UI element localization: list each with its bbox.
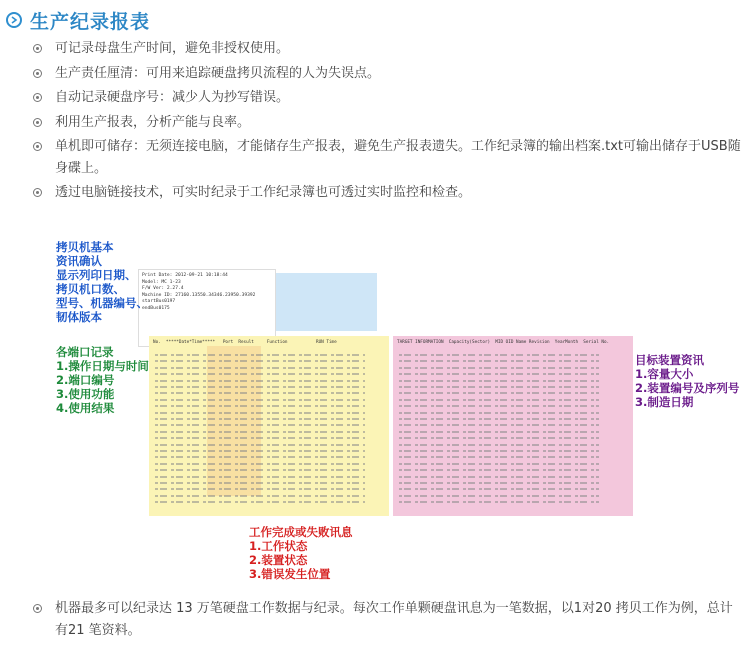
print-line: startBus0197 [142, 299, 176, 304]
log-row-texture [155, 380, 365, 382]
log-row-texture [399, 380, 599, 382]
bullet-icon [33, 142, 42, 151]
bullet-icon [33, 188, 42, 197]
port-record-note: 各端口记录 1.操作日期与时间 2.端口编号 3.使用功能 4.使用结果 [56, 345, 149, 415]
list-item-text: 可记录母盘生产时间，避免非授权使用。 [55, 41, 290, 56]
list-item [30, 182, 745, 204]
log-row-texture [155, 488, 365, 490]
log-row-texture [155, 437, 365, 439]
log-row-texture [399, 431, 599, 433]
log-row-texture [399, 373, 599, 375]
log-row-texture [399, 456, 599, 458]
bullet-icon [33, 69, 42, 78]
log-row-texture [399, 367, 599, 369]
log-row-texture [399, 450, 599, 452]
log-row-texture [399, 418, 599, 420]
log-row-texture [155, 444, 365, 446]
bullet-icon [33, 604, 42, 613]
log-row-texture [399, 360, 599, 362]
table-header-right: TARGET INFORMATION Capacity(Sector) MID OID Name Revision YearMonth Serial No. [397, 340, 610, 345]
print-line: F/W Ver: 2.27.4 [142, 286, 184, 291]
list-item [30, 87, 745, 109]
list-item-text: 生产责任厘清：可用来追踪硬盘拷贝流程的人为失误点。 [55, 65, 381, 81]
log-row-texture [155, 469, 365, 471]
log-row-texture [399, 463, 599, 465]
log-row-texture [399, 476, 599, 478]
job-status-note: 工作完成或失败讯息 1.工作状态 2.装置状态 3.错误发生位置 [249, 525, 353, 581]
list-item-text: 自动记录硬盘序号：减少人为抄写错误。 [55, 90, 290, 105]
section-header [6, 6, 150, 34]
log-row-texture [155, 501, 365, 503]
print-line: Print Date: 2012-09-21 10:18:44 [142, 273, 228, 278]
log-row-texture [155, 386, 365, 388]
list-item [30, 112, 745, 134]
log-row-texture [155, 482, 365, 484]
log-row-texture [399, 386, 599, 388]
log-row-texture [155, 360, 365, 362]
list-item [30, 598, 745, 641]
print-line: Machine ID: 27160.13550.34346.23950.39392 [142, 292, 256, 298]
log-row-texture [155, 476, 365, 478]
log-row-texture [399, 405, 599, 407]
print-line: endBus0175 [142, 305, 170, 311]
log-row-texture [155, 450, 365, 452]
page-title: 生产纪录报表 [30, 10, 151, 33]
log-row-texture [155, 399, 365, 401]
log-row-texture [155, 367, 365, 369]
bullet-icon [33, 93, 42, 102]
log-row-texture [399, 354, 599, 356]
bullet-icon [33, 44, 42, 53]
log-row-texture [155, 354, 365, 356]
feature-list [30, 38, 745, 207]
log-row-texture [399, 412, 599, 414]
log-row-texture [155, 431, 365, 433]
list-item-text: 利用生产报表，分析产能与良率。 [55, 114, 251, 130]
log-row-texture [155, 373, 365, 375]
log-row-texture [399, 501, 599, 503]
log-row-texture [399, 469, 599, 471]
target-device-note: 目标装置资讯 1.容量大小 2.装置编号及序列号 3.制造日期 [635, 353, 740, 409]
log-row-texture [399, 495, 599, 497]
log-row-texture [155, 418, 365, 420]
log-row-texture [155, 456, 365, 458]
print-line: Model: MC 1-23 [142, 279, 181, 285]
list-item-text: 单机即可储存：无须连接电脑，才能储存生产报表，避免生产报表遗失。工作纪录簿的输出档案.txt可输出储存于USB随身碟上。 [55, 139, 741, 176]
log-row-texture [399, 437, 599, 439]
log-row-texture [399, 444, 599, 446]
bullet-icon [33, 118, 42, 127]
list-item [30, 136, 745, 179]
log-row-texture [155, 405, 365, 407]
list-item [30, 63, 745, 85]
log-table [149, 336, 633, 516]
footer-list [30, 598, 745, 641]
log-row-texture [399, 482, 599, 484]
list-item-text: 透过电脑链接技术，可实时纪录于工作纪录簿也可透过实时监控和检查。 [55, 185, 472, 200]
log-row-texture [155, 463, 365, 465]
machine-info-note: 拷贝机基本 资讯确认 显示列印日期、 拷贝机口数、 型号、机器编号、 韧体版本 [56, 240, 148, 324]
log-row-texture [399, 424, 599, 426]
chevron-right-icon [6, 12, 22, 28]
log-row-texture [155, 412, 365, 414]
log-row-texture [155, 392, 365, 394]
list-item [30, 38, 745, 60]
log-row-texture [399, 399, 599, 401]
log-row-texture [155, 424, 365, 426]
log-row-texture [399, 392, 599, 394]
log-row-texture [155, 495, 365, 497]
table-header-left: No. *****Date*Time***** Port Result Function RUN Time [153, 340, 337, 345]
log-row-texture [399, 488, 599, 490]
list-item-text: 机器最多可以纪录达 13 万笔硬盘工作数据与纪录。每次工作单颗硬盘讯息为一笔数据，以1对20 拷贝工作为例，总计有21 笔资料。 [55, 601, 733, 638]
report-figure [50, 235, 749, 590]
